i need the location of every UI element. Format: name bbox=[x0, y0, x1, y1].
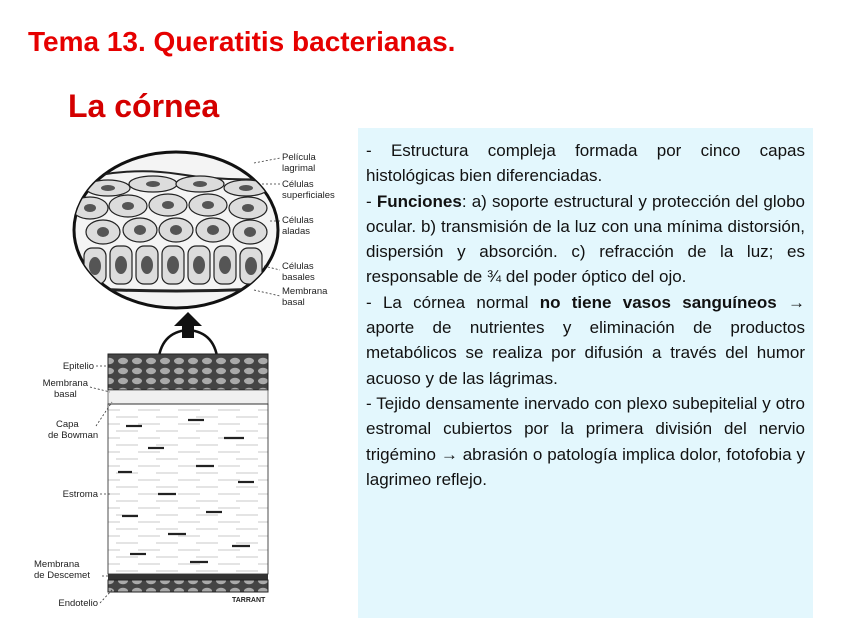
tissue-section bbox=[108, 354, 268, 604]
section-title: La córnea bbox=[68, 88, 220, 124]
right-labels bbox=[282, 152, 335, 308]
cornea-illustration bbox=[18, 126, 348, 626]
bullet-funciones bbox=[366, 189, 805, 290]
label-endotelio: Endotelio bbox=[58, 598, 98, 609]
label-bowman: de Bowman bbox=[48, 430, 99, 441]
slide-title: Tema 13. Queratitis bacterianas. bbox=[28, 26, 456, 57]
label-celulas-sup: Células bbox=[282, 179, 314, 190]
label-capa: Capa bbox=[56, 419, 79, 430]
bullet-inervado: - Tejido densamente inervado con plexo subepitelial y otro estromal cubiertos por la primera división del nervio trigémino → abrasión o patología implica dolor, fotofobia y lagrimeo reflejo. bbox=[366, 393, 805, 489]
magnified-epithelium bbox=[72, 152, 280, 308]
label-basal-left: basal bbox=[54, 389, 77, 400]
label-estroma: Estroma bbox=[62, 489, 98, 500]
label-aladas: aladas bbox=[282, 226, 310, 237]
label-basales: basales bbox=[282, 272, 315, 283]
label-pelicula: Película bbox=[282, 152, 316, 163]
label-superficiales: superficiales bbox=[282, 190, 335, 201]
label-epitelio: Epitelio bbox=[62, 361, 94, 372]
funciones-heading: Funciones bbox=[376, 191, 462, 211]
bullet-vasos bbox=[366, 290, 805, 391]
left-labels bbox=[34, 361, 99, 609]
funciones-text: : a) soporte estructural y protección del globo ocular. b) transmisión de la luz con una mínima distorsión, dispersión y absorción. c) refracción de la luz; es responsable de ¾ del poder óptico del ojo. bbox=[366, 191, 805, 287]
label-celulas-ala: Células bbox=[282, 215, 314, 226]
label-descemet: de Descemet bbox=[34, 570, 90, 581]
bullet-dash: - bbox=[366, 191, 377, 211]
label-membrana-basal: Membrana bbox=[42, 378, 88, 389]
info-box bbox=[358, 128, 813, 618]
artist-signature: TARRANT bbox=[232, 597, 266, 604]
cornea-diagram bbox=[18, 126, 348, 626]
label-celulas-bas: Células bbox=[282, 261, 314, 272]
label-basal-top: basal bbox=[282, 297, 305, 308]
vasos-pre: - La córnea normal bbox=[366, 292, 540, 312]
bullet-estructura: - Estructura compleja formada por cinco capas histológicas bien diferenciadas. bbox=[366, 141, 805, 186]
label-lagrimal: lagrimal bbox=[282, 163, 316, 174]
vasos-bold: no tiene vasos sanguíneos bbox=[539, 292, 777, 312]
label-membrana-desc: Membrana bbox=[34, 559, 80, 570]
vasos-text: → aporte de nutrientes y eliminación de productos metabólicos se realiza por difusión a través del humor acuoso y de las lágrimas. bbox=[366, 292, 805, 388]
label-membrana-top: Membrana bbox=[282, 286, 328, 297]
